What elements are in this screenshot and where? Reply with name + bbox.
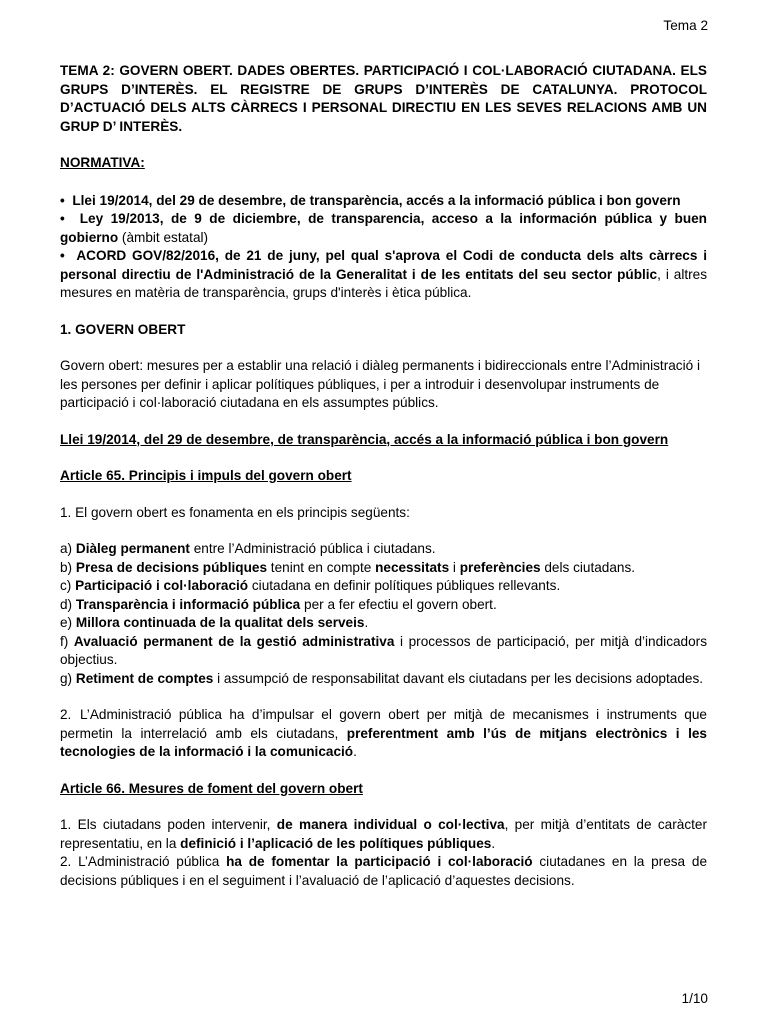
principle-item: e) Millora continuada de la qualitat dels serveis. (60, 615, 369, 630)
page-number: 1/10 (681, 991, 708, 1006)
law-heading: Llei 19/2014, del 29 de desembre, de transparència, accés a la informació pública i bon govern (60, 431, 669, 447)
principles-list (60, 540, 707, 688)
principle-item: b) Presa de decisions públiques tenint en compte necessitats i preferències dels ciutadans. (60, 559, 636, 575)
principle-item: g) Retiment de comptes i assumpció de responsabilitat davant els ciutadans per les decisions adoptades. (60, 670, 704, 686)
normativa-item: • ACORD GOV/82/2016, de 21 de juny, pel qual s'aprova el Codi de conducta dels alts càrrecs i personal directiu de l'Administració de la Generalitat i de les entitats del seu sector públic, i altres mesures en matèria de transparència, grups d'interès i ètica pública. (60, 248, 707, 300)
article-66-heading: Article 66. Mesures de foment del govern obert (60, 780, 363, 796)
normativa-heading: NORMATIVA: (60, 155, 145, 170)
normativa-list (60, 192, 707, 303)
article-65-paragraph-1: 1. El govern obert es fonamenta en els principis següents: (60, 504, 410, 520)
principle-item: d) Transparència i informació pública per a fer efectiu el govern obert. (60, 596, 497, 612)
principle-item: c) Participació i col·laboració ciutadana en definir polítiques públiques rellevants. (60, 578, 561, 593)
article-65-heading: Article 65. Principis i impuls del govern obert (60, 468, 352, 483)
article-66-item: 1. Els ciutadans poden intervenir, de manera individual o col·lectiva, per mitjà d’entitats de caràcter representatiu, en la definició i l’aplicació de les polítiques públiques. (60, 817, 707, 851)
principle-item: a) Diàleg permanent entre l’Administració pública i ciutadans. (60, 541, 436, 556)
document-title: TEMA 2: GOVERN OBERT. DADES OBERTES. PARTICIPACIÓ I COL·LABORACIÓ CIUTADANA. ELS GRUPS D’INTERÈS. EL REGISTRE DE GRUPS D’INTERÈS DE CATALUNYA. PROTOCOL D’ACTUACIÓ DELS ALTS CÀRRECS I PERSONAL DIRECTIU EN LES SEVES RELACIONS AMB UN GRUP D’ INTERÈS. (60, 63, 707, 134)
section-intro: Govern obert: mesures per a establir una relació i diàleg permanents i bidireccionals entre l’Administració i les persones per definir i aplicar polítiques públiques, i per a introduir i desenvolupar instruments de participació i col·laboració ciutadana en els assumptes públics. (60, 358, 700, 410)
normativa-item: • Ley 19/2013, de 9 de diciembre, de transparencia, acceso a la información pública y buen gobierno (àmbit estatal) (60, 211, 707, 245)
section-heading: 1. GOVERN OBERT (60, 321, 186, 337)
article-65-paragraph-2: 2. L’Administració pública ha d’impulsar el govern obert per mitjà de mecanismes i instruments que permetin la interrelació amb els ciutadans, preferentment amb l’ús de mitjans electrònics i les tecnologies de la informació i la comunicació. (60, 707, 707, 759)
principle-item: f) Avaluació permanent de la gestió administrativa i processos de participació, per mitjà d’indicadors objectius. (60, 633, 708, 667)
document-body (60, 62, 707, 890)
running-header: Tema 2 (663, 18, 708, 33)
article-66-item: 2. L’Administració pública ha de fomentar la participació i col·laboració ciutadanes en la presa de decisions públiques i en el seguiment i l’avaluació de l’aplicació d’aquestes decisions. (60, 854, 707, 888)
article-66-list (60, 816, 707, 890)
normativa-item: • Llei 19/2014, del 29 de desembre, de transparència, accés a la informació pública i bon govern (60, 192, 681, 208)
